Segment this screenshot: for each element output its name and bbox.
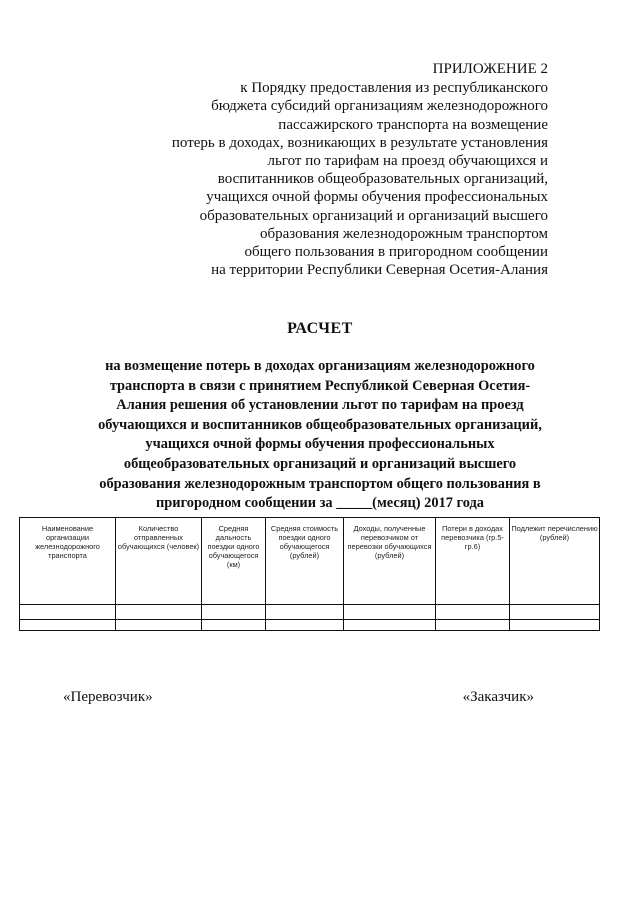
subtitle-line: на возмещение потерь в доходах организациям железнодорожного bbox=[105, 358, 535, 374]
table-cell bbox=[116, 620, 202, 631]
table-cell bbox=[510, 620, 600, 631]
appendix-line: образования железнодорожным транспортом bbox=[260, 225, 548, 242]
table-cell bbox=[202, 620, 266, 631]
subtitle-line: учащихся очной формы обучения профессиональных bbox=[145, 436, 495, 453]
table-cell bbox=[266, 620, 344, 631]
header-organization: Наименование организации железнодорожного транспорта bbox=[20, 518, 116, 605]
header-carrier-income: Доходы, полученные перевозчиком от перевозки обучающихся (рублей) bbox=[344, 518, 436, 605]
appendix-line: потерь в доходах, возникающих в результате установления bbox=[171, 134, 548, 151]
appendix-line: бюджета субсидий организациям железнодорожного bbox=[211, 98, 548, 115]
table-cell bbox=[436, 605, 510, 620]
appendix-block bbox=[88, 60, 548, 279]
appendix-line: учащихся очной формы обучения профессиональных bbox=[206, 189, 548, 206]
signature-carrier: «Перевозчик» bbox=[63, 689, 153, 705]
appendix-line: образовательных организаций и организаций высшего bbox=[199, 207, 548, 224]
subtitle-line: Алания решения об установлении льгот по тарифам на проезд bbox=[116, 397, 524, 414]
subtitle-line: обучающихся и воспитанников общеобразовательных организаций, bbox=[98, 416, 542, 433]
header-average-cost: Средняя стоимость поездки одного обучающегося (рублей) bbox=[266, 518, 344, 605]
table-cell bbox=[266, 605, 344, 620]
appendix-line: общего пользования в пригородном сообщении bbox=[244, 244, 548, 261]
subtitle-line: пригородном сообщении за _____(месяц) 2017 года bbox=[156, 495, 484, 512]
header-carrier-losses: Потери в доходах перевозчика (гр.5-гр.6) bbox=[436, 518, 510, 605]
table-cell bbox=[20, 620, 116, 631]
header-students-count: Количество отправленных обучающихся (человек) bbox=[116, 518, 202, 605]
appendix-line: к Порядку предоставления из республиканского bbox=[240, 80, 548, 97]
header-average-distance: Средняя дальность поездки одного обучающегося (км) bbox=[202, 518, 266, 605]
table-cell bbox=[436, 620, 510, 631]
table-cell bbox=[20, 605, 116, 620]
header-to-transfer: Подлежит перечислению (рублей) bbox=[510, 518, 600, 605]
table-cell bbox=[510, 605, 600, 620]
subtitle-line: образования железнодорожным транспортом общего пользования в bbox=[99, 475, 541, 492]
signature-customer: «Заказчик» bbox=[462, 689, 534, 705]
subtitle-line: транспорта в связи с принятием Республикой Северная Осетия- bbox=[109, 377, 531, 394]
appendix-line: пассажирского транспорта на возмещение bbox=[278, 116, 548, 133]
subtitle-line: общеобразовательных организаций и организаций высшего bbox=[123, 455, 517, 472]
table-row bbox=[20, 605, 600, 620]
table-cell bbox=[202, 605, 266, 620]
table-cell bbox=[344, 605, 436, 620]
table-header-row bbox=[20, 518, 600, 605]
table-row bbox=[20, 620, 600, 631]
document-subtitle bbox=[40, 357, 600, 514]
document-title: РАСЧЕТ bbox=[287, 320, 353, 337]
table-cell bbox=[344, 620, 436, 631]
appendix-heading: ПРИЛОЖЕНИЕ 2 bbox=[432, 61, 548, 77]
appendix-line: на территории Республики Северная Осетия-Алания bbox=[211, 262, 548, 279]
calculation-table bbox=[19, 517, 600, 631]
table-cell bbox=[116, 605, 202, 620]
appendix-line: воспитанников общеобразовательных организаций, bbox=[217, 171, 548, 188]
appendix-line: льгот по тарифам на проезд обучающихся и bbox=[267, 153, 548, 170]
